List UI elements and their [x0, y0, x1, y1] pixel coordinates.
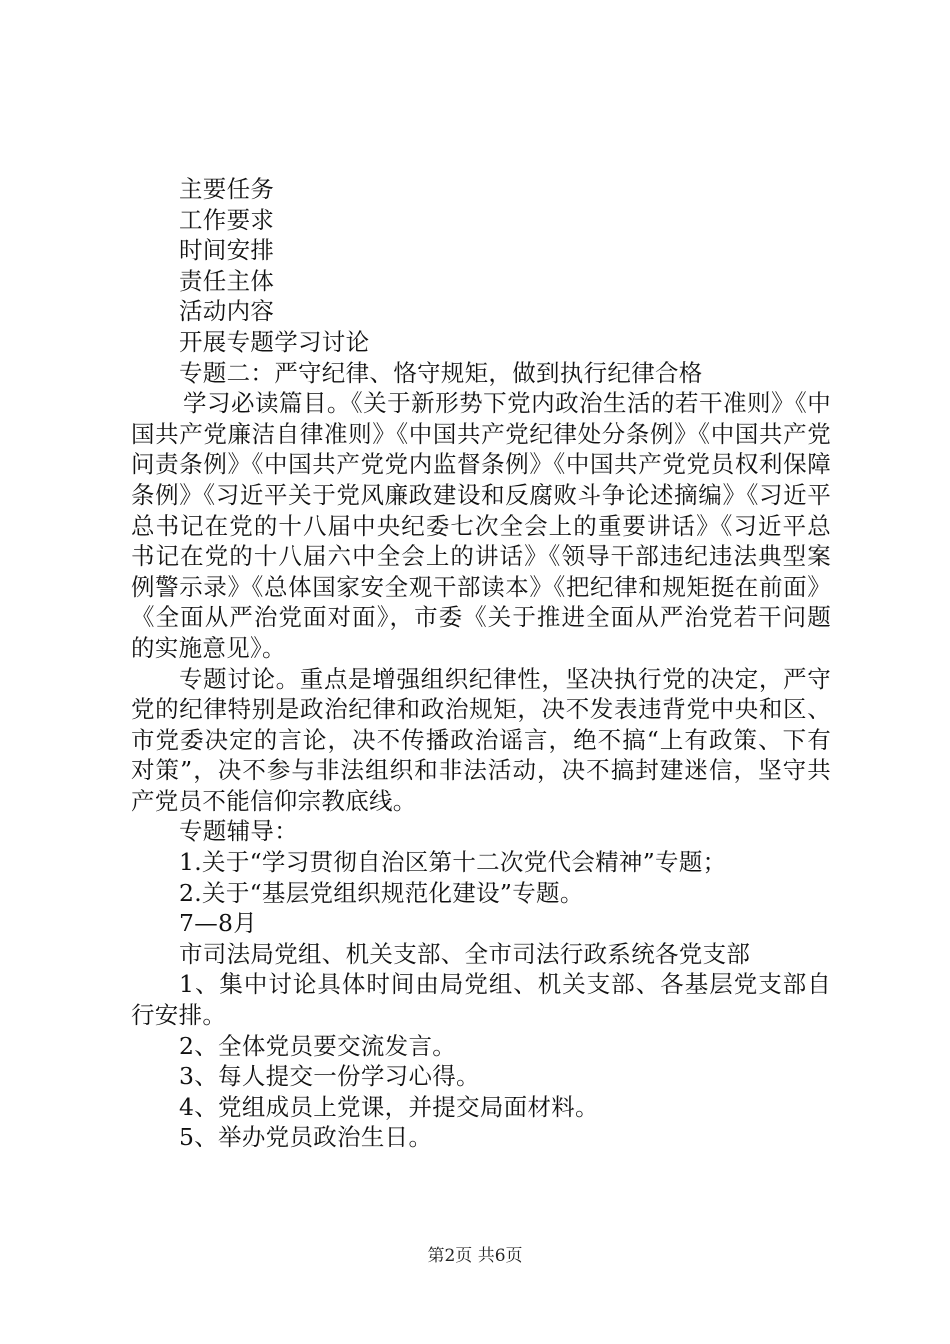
paragraph-study-discussion: 开展专题学习讨论	[179, 327, 370, 356]
list-item-requirement-2: 2、全体党员要交流发言。	[179, 1031, 457, 1060]
heading-schedule: 时间安排	[179, 236, 275, 265]
heading-main-tasks: 主要任务	[179, 175, 275, 203]
paragraph-required-reading: 学习必读篇目。《关于新形势下党内政治生活的若干准则》《中国共产党廉洁自律准则》《中国共产党纪律处分条例》《中国共产党问责条例》《中国共产党党内监督条例》《中国共产党党员权利保障条例》《习近平关于党风廉政建设和反腐败斗争论述摘编》《习近平总书记在党的十八届中央纪委七次全会上的重要讲话》《习近平总书记在党的十八届六中全会上的讲话》《领导干部违纪违法典型案例警示录》《总体国家安全观干部读本》《把纪律和规矩挺在前面》《全面从严治党面对面》，市委《关于推进全面从严治党若干问题的实施意见》。	[131, 389, 831, 662]
list-item-requirement-3: 3、每人提交一份学习心得。	[179, 1062, 480, 1091]
list-item-requirement-4: 4、党组成员上党课，并提交局面材料。	[179, 1092, 599, 1121]
paragraph-topic-two: 专题二：严守纪律、恪守规矩，做到执行纪律合格	[179, 358, 703, 387]
paragraph-topic-guidance: 专题辅导：	[179, 817, 298, 846]
heading-responsible-party: 责任主体	[179, 266, 275, 295]
paragraph-topic-discussion: 专题讨论。重点是增强组织纪律性，坚决执行党的决定，严守党的纪律特别是政治纪律和政治规矩，决不发表违背党中央和区、市党委决定的言论，决不传播政治谣言，绝不搞“上有政策、下有对策”，决不参与非法组织和非法活动，决不搞封建迷信，坚守共产党员不能信仰宗教底线。	[131, 664, 831, 815]
document-body	[131, 174, 831, 1153]
list-item-guidance-2: 2.关于“基层党组织规范化建设”专题。	[179, 878, 584, 907]
list-item-requirement-1: 1、集中讨论具体时间由局党组、机关支部、各基层党支部自行安排。	[131, 970, 831, 1030]
page-number-footer: 第2页 共6页	[427, 1246, 523, 1266]
heading-work-requirements: 工作要求	[179, 205, 275, 234]
heading-activity-content: 活动内容	[179, 297, 275, 326]
list-item-requirement-5: 5、举办党员政治生日。	[179, 1123, 433, 1152]
list-item-guidance-1: 1.关于“学习贯彻自治区第十二次党代会精神”专题；	[179, 848, 727, 877]
paragraph-time-period: 7—8月	[179, 909, 258, 938]
paragraph-responsible-units: 市司法局党组、机关支部、全市司法行政系统各党支部	[179, 939, 751, 968]
